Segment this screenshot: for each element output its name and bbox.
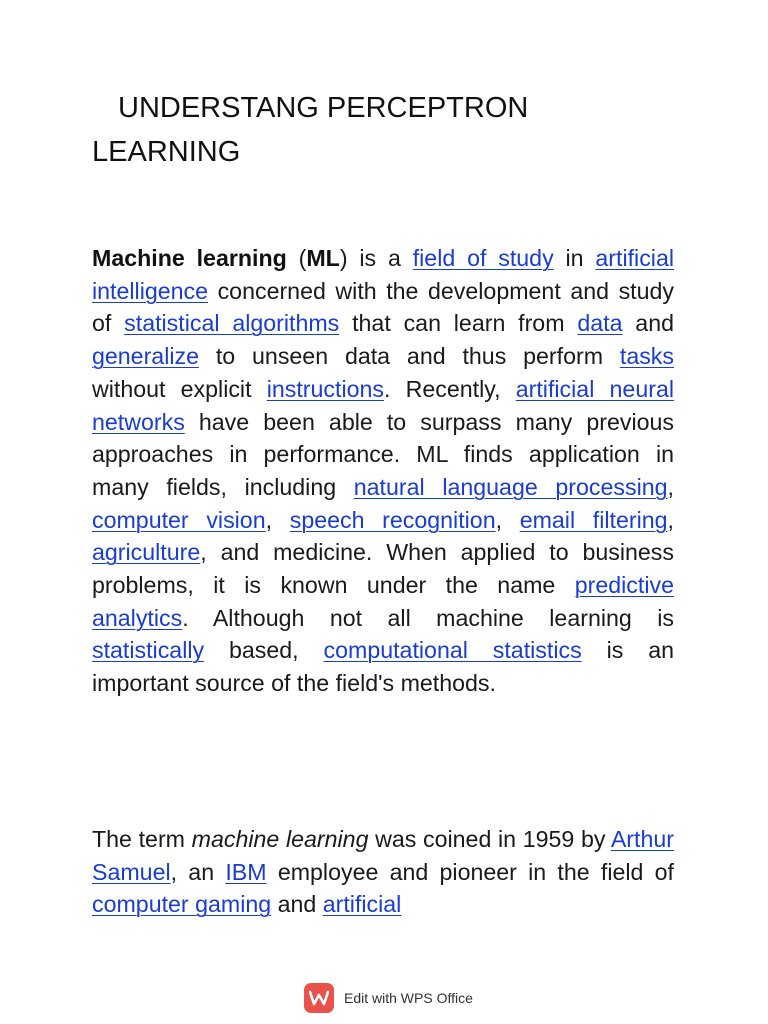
text-fragment: based,: [204, 637, 324, 664]
wps-label: Edit with WPS Office: [344, 990, 473, 1006]
edit-with-wps-button[interactable]: [304, 982, 473, 1014]
link-speech-recognition[interactable]: speech recognition: [289, 506, 496, 533]
link-agriculture[interactable]: agriculture: [92, 539, 201, 566]
text-fragment: (: [286, 245, 307, 271]
link-statistical-algorithms[interactable]: statistical algorithms: [124, 310, 340, 337]
link-tasks[interactable]: tasks: [619, 343, 674, 370]
term-machine-learning-italic: machine learning: [191, 826, 369, 852]
text-fragment: concerned with the development and study of: [92, 277, 674, 337]
title-line-2: LEARNING: [92, 136, 241, 168]
text-fragment: ,: [667, 473, 674, 500]
text-fragment: and: [622, 310, 674, 337]
link-artificial-intelligence[interactable]: artificial intelligence: [92, 245, 674, 304]
text-fragment: ,: [667, 506, 674, 533]
text-fragment: , and medicine. When applied to business problems, it is known under the name: [92, 539, 674, 599]
text-fragment: that can learn from: [339, 310, 578, 337]
paragraph-term-history: [92, 823, 674, 921]
wps-w-glyph-icon: [309, 990, 329, 1006]
text-fragment: The term: [92, 826, 192, 852]
link-email-filtering[interactable]: email filtering: [519, 506, 668, 533]
link-instructions[interactable]: instructions: [266, 375, 384, 402]
link-generalize[interactable]: generalize: [92, 343, 199, 370]
link-data[interactable]: data: [577, 310, 623, 337]
text-fragment: was coined in 1959 by: [368, 826, 611, 852]
text-fragment: have been able to surpass many previous approaches in performance. ML finds application in many fields, including: [92, 408, 674, 500]
text-fragment: is an important source of the field's methods.: [92, 637, 675, 697]
title-line-1: UNDERSTANG PERCEPTRON: [118, 92, 529, 124]
link-computer-vision[interactable]: computer vision: [92, 506, 266, 533]
text-fragment: . Although not all machine learning is: [182, 604, 674, 631]
link-statistically[interactable]: statistically: [92, 637, 205, 664]
link-ibm[interactable]: IBM: [225, 858, 267, 885]
link-predictive-analytics[interactable]: predictive analytics: [92, 572, 674, 631]
document-title: [92, 86, 674, 174]
link-arthur-samuel[interactable]: Arthur Samuel: [92, 826, 674, 885]
text-fragment: and: [271, 891, 323, 918]
text-fragment: without explicit: [92, 375, 267, 402]
link-field-of-study[interactable]: field of study: [412, 245, 554, 271]
term-ml-abbr: ML: [306, 245, 340, 271]
text-fragment: employee and pioneer in the field of: [266, 858, 674, 885]
text-fragment: ) is a: [339, 245, 413, 271]
wps-logo-icon: [304, 983, 334, 1013]
link-artificial-neural-networks[interactable]: artificial neural networks: [92, 375, 674, 435]
text-fragment: . Recently,: [384, 375, 516, 402]
text-fragment: to unseen data and thus perform: [199, 343, 620, 370]
link-artificial[interactable]: artificial: [322, 891, 402, 918]
text-fragment: ,: [495, 506, 520, 533]
link-computational-statistics[interactable]: computational statistics: [323, 637, 582, 664]
link-computer-gaming[interactable]: computer gaming: [92, 891, 272, 918]
text-fragment: ,: [265, 506, 290, 533]
term-machine-learning: Machine learning: [92, 245, 287, 271]
paragraph-ml-definition: [92, 242, 674, 700]
text-fragment: in: [553, 245, 596, 271]
link-natural-language-processing[interactable]: natural language processing: [353, 473, 668, 500]
text-fragment: , an: [170, 858, 226, 885]
